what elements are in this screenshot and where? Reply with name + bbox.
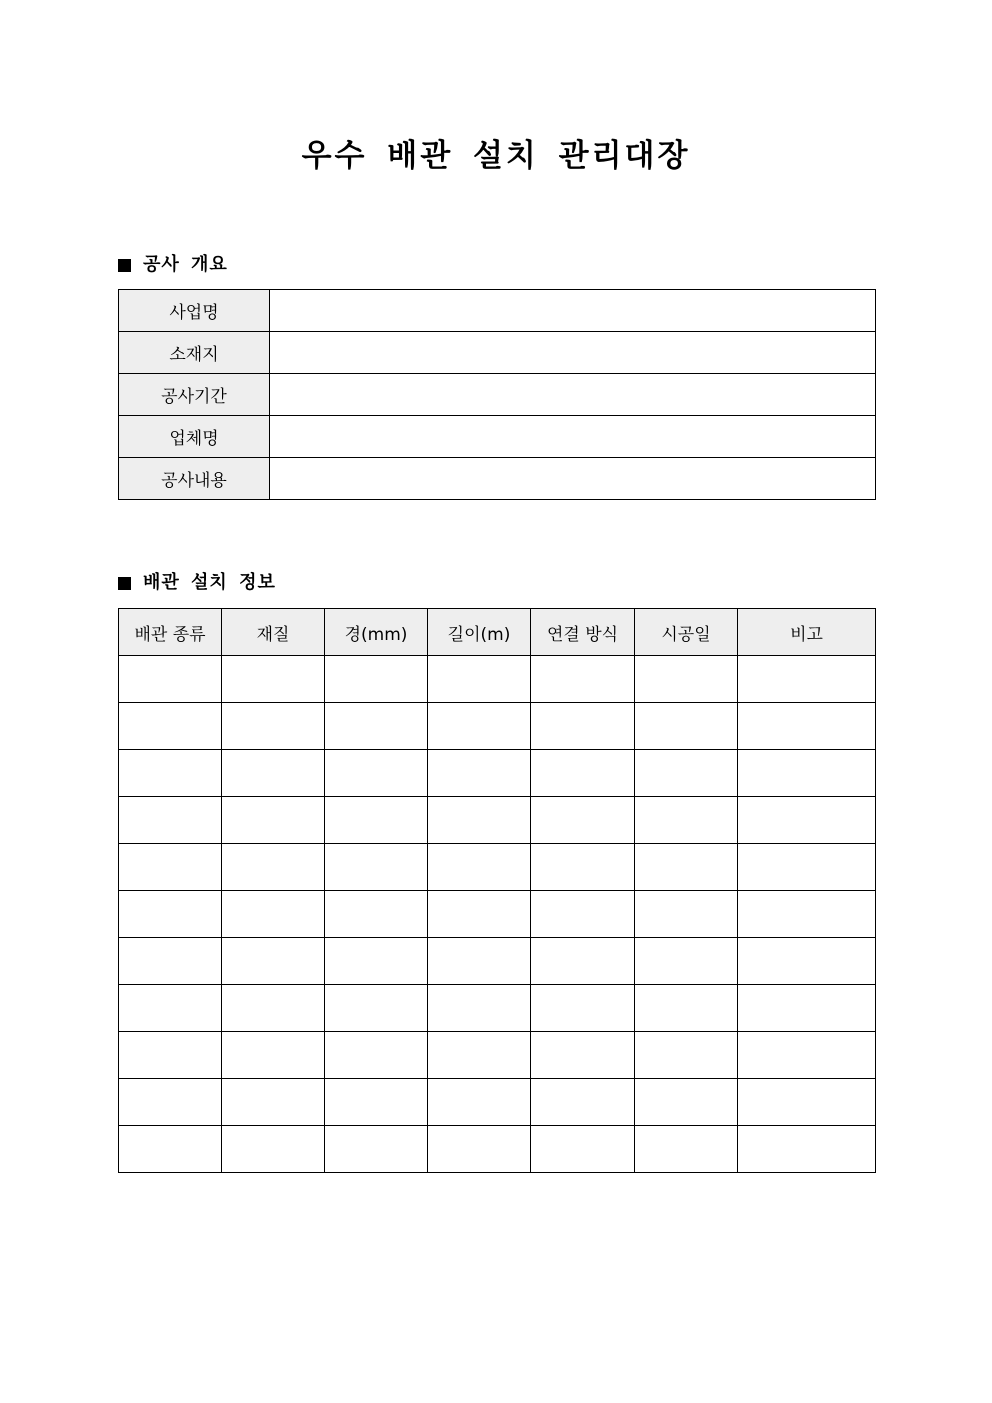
pipe-table	[118, 608, 876, 1173]
table-row	[119, 750, 876, 797]
overview-table	[118, 289, 876, 500]
table-cell[interactable]	[428, 703, 531, 750]
table-cell[interactable]	[738, 797, 876, 844]
table-cell[interactable]	[325, 1079, 428, 1126]
table-cell[interactable]	[635, 1079, 738, 1126]
table-cell[interactable]	[325, 1032, 428, 1079]
table-row	[119, 938, 876, 985]
table-cell[interactable]	[428, 1126, 531, 1173]
table-cell[interactable]	[428, 1079, 531, 1126]
table-cell[interactable]	[428, 844, 531, 891]
table-cell[interactable]	[635, 891, 738, 938]
table-cell[interactable]	[222, 750, 325, 797]
table-cell[interactable]	[635, 938, 738, 985]
table-cell[interactable]	[428, 797, 531, 844]
column-header: 배관 종류	[119, 609, 222, 656]
table-cell[interactable]	[428, 656, 531, 703]
table-cell[interactable]	[738, 891, 876, 938]
pipe-section-heading	[118, 571, 276, 595]
table-cell[interactable]	[325, 844, 428, 891]
table-cell[interactable]	[531, 656, 635, 703]
table-row	[119, 1079, 876, 1126]
table-row	[119, 797, 876, 844]
overview-value-cell[interactable]	[270, 332, 876, 374]
table-cell[interactable]	[738, 938, 876, 985]
table-cell[interactable]	[119, 656, 222, 703]
table-cell[interactable]	[119, 844, 222, 891]
table-cell[interactable]	[325, 891, 428, 938]
table-cell[interactable]	[531, 891, 635, 938]
column-header: 연결 방식	[531, 609, 635, 656]
table-cell[interactable]	[119, 1079, 222, 1126]
table-cell[interactable]	[635, 703, 738, 750]
table-cell[interactable]	[635, 1126, 738, 1173]
pipe-header-row	[119, 609, 876, 656]
pipe-heading-label: 배관 설치 정보	[143, 572, 276, 593]
table-cell[interactable]	[222, 938, 325, 985]
table-cell[interactable]	[635, 844, 738, 891]
table-cell[interactable]	[531, 1032, 635, 1079]
table-cell[interactable]	[428, 891, 531, 938]
table-cell[interactable]	[738, 985, 876, 1032]
table-cell[interactable]	[738, 1032, 876, 1079]
table-cell[interactable]	[325, 797, 428, 844]
table-cell[interactable]	[222, 891, 325, 938]
table-cell[interactable]	[635, 656, 738, 703]
overview-row	[119, 416, 876, 458]
table-cell[interactable]	[738, 656, 876, 703]
table-cell[interactable]	[325, 985, 428, 1032]
table-cell[interactable]	[222, 1126, 325, 1173]
table-cell[interactable]	[222, 703, 325, 750]
document-title: 우수 배관 설치 관리대장	[301, 138, 691, 174]
table-cell[interactable]	[325, 938, 428, 985]
table-cell[interactable]	[119, 891, 222, 938]
overview-value-cell[interactable]	[270, 458, 876, 500]
table-cell[interactable]	[119, 703, 222, 750]
table-cell[interactable]	[635, 985, 738, 1032]
table-row	[119, 703, 876, 750]
bullet-square-icon	[118, 259, 131, 272]
table-cell[interactable]	[738, 1126, 876, 1173]
table-cell[interactable]	[119, 938, 222, 985]
table-cell[interactable]	[325, 750, 428, 797]
table-cell[interactable]	[222, 797, 325, 844]
table-row	[119, 891, 876, 938]
table-cell[interactable]	[325, 1126, 428, 1173]
table-cell[interactable]	[635, 750, 738, 797]
overview-label-cell: 소재지	[119, 332, 270, 374]
table-row	[119, 985, 876, 1032]
overview-value-cell[interactable]	[270, 290, 876, 332]
table-cell[interactable]	[325, 656, 428, 703]
column-header: 길이(m)	[428, 609, 531, 656]
table-cell[interactable]	[428, 938, 531, 985]
table-cell[interactable]	[119, 1032, 222, 1079]
table-cell[interactable]	[738, 844, 876, 891]
table-cell[interactable]	[531, 703, 635, 750]
overview-heading-label: 공사 개요	[143, 254, 228, 275]
table-row	[119, 656, 876, 703]
overview-row	[119, 458, 876, 500]
bullet-square-icon	[118, 577, 131, 590]
overview-row	[119, 332, 876, 374]
table-cell[interactable]	[531, 750, 635, 797]
table-cell[interactable]	[738, 703, 876, 750]
table-row	[119, 1032, 876, 1079]
table-cell[interactable]	[325, 703, 428, 750]
table-cell[interactable]	[428, 750, 531, 797]
table-cell[interactable]	[531, 938, 635, 985]
table-cell[interactable]	[222, 656, 325, 703]
table-cell[interactable]	[635, 1032, 738, 1079]
table-row	[119, 1126, 876, 1173]
table-cell[interactable]	[222, 844, 325, 891]
table-cell[interactable]	[222, 985, 325, 1032]
column-header: 비고	[738, 609, 876, 656]
table-cell[interactable]	[428, 985, 531, 1032]
overview-label-cell: 사업명	[119, 290, 270, 332]
table-cell[interactable]	[738, 1079, 876, 1126]
table-cell[interactable]	[738, 750, 876, 797]
column-header: 시공일	[635, 609, 738, 656]
table-cell[interactable]	[222, 1079, 325, 1126]
table-row	[119, 844, 876, 891]
table-cell[interactable]	[531, 797, 635, 844]
column-header: 경(mm)	[325, 609, 428, 656]
table-cell[interactable]	[119, 750, 222, 797]
column-header: 재질	[222, 609, 325, 656]
table-cell[interactable]	[531, 1126, 635, 1173]
overview-label-cell: 업체명	[119, 416, 270, 458]
overview-label-cell: 공사내용	[119, 458, 270, 500]
overview-value-cell[interactable]	[270, 416, 876, 458]
table-cell[interactable]	[635, 797, 738, 844]
table-cell[interactable]	[119, 1126, 222, 1173]
table-cell[interactable]	[222, 1032, 325, 1079]
table-cell[interactable]	[119, 797, 222, 844]
overview-row	[119, 290, 876, 332]
table-cell[interactable]	[531, 1079, 635, 1126]
table-cell[interactable]	[531, 985, 635, 1032]
table-cell[interactable]	[428, 1032, 531, 1079]
overview-section-heading	[118, 253, 228, 277]
table-cell[interactable]	[119, 985, 222, 1032]
overview-label-cell: 공사기간	[119, 374, 270, 416]
table-cell[interactable]	[531, 844, 635, 891]
overview-value-cell[interactable]	[270, 374, 876, 416]
overview-row	[119, 374, 876, 416]
